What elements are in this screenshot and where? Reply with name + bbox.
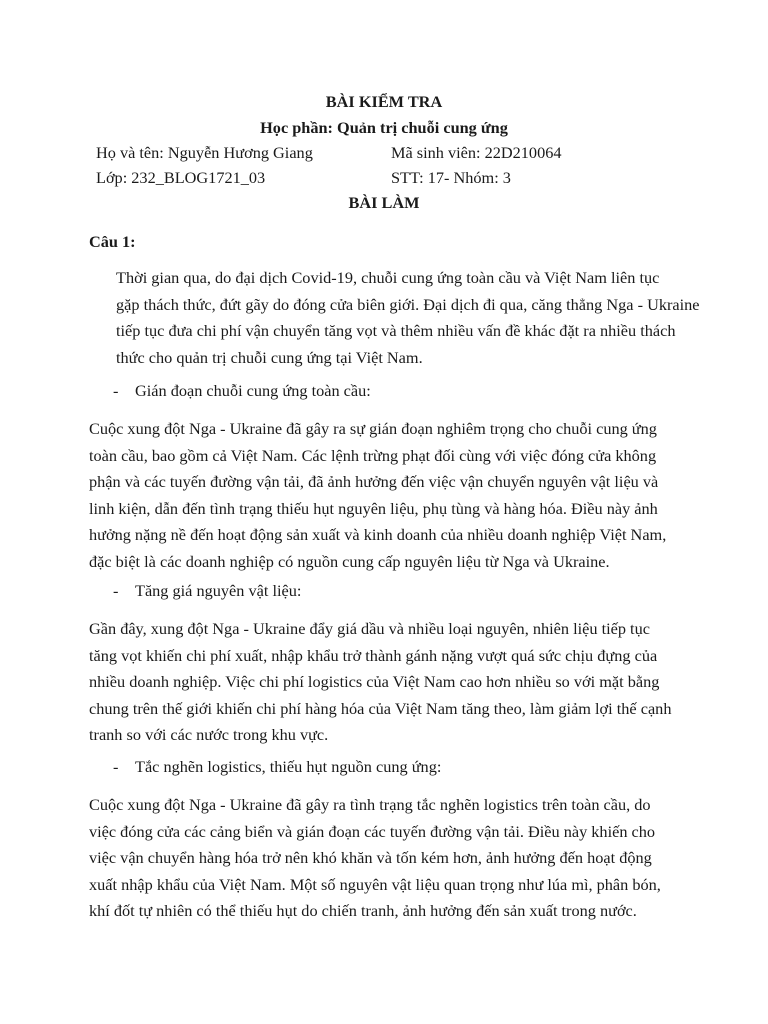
course-title: Học phần: Quản trị chuỗi cung ứng: [260, 118, 508, 137]
intro-line: thức cho quản trị chuỗi cung ứng tại Việt Nam.: [116, 347, 423, 367]
paragraph-line: việc vận chuyển hàng hóa trở nên khó khăn và tốn kém hơn, ảnh hưởng đến hoạt động: [89, 848, 652, 867]
paragraph-line: đặc biệt là các doanh nghiệp có nguồn cung cấp nguyên liệu từ Nga và Ukraine.: [89, 551, 610, 571]
paragraph-line: linh kiện, dẫn đến tình trạng thiếu hụt nguyên liệu, phụ tùng và hàng hóa. Điều này ảnh: [89, 498, 658, 518]
paragraph-line: xuất nhập khẩu của Việt Nam. Một số nguyên vật liệu quan trọng như lúa mì, phân bón,: [89, 874, 661, 894]
intro-line: Thời gian qua, do đại dịch Covid-19, chuỗi cung ứng toàn cầu và Việt Nam liên tục: [116, 268, 660, 287]
paragraph-line: việc đóng cửa các cảng biển và gián đoạn các tuyến đường vận tải. Điều này khiến cho: [89, 821, 656, 841]
section-paragraph-2: [89, 616, 689, 749]
bullet-text: Tăng giá nguyên vật liệu:: [135, 581, 302, 600]
intro-line: gặp thách thức, đứt gãy do đóng cửa biên giới. Đại dịch đi qua, căng thẳng Nga - Ukraine: [116, 294, 700, 314]
question-label: Câu 1:: [89, 232, 136, 251]
paragraph-line: tranh so với các nước trong khu vực.: [89, 725, 329, 744]
bullet-text: Tắc nghẽn logistics, thiếu hụt nguồn cung ứng:: [135, 757, 442, 776]
document-title: BÀI KIỂM TRA: [325, 92, 443, 111]
paragraph-line: khí đốt tự nhiên có thể thiếu hụt do chiến tranh, ảnh hưởng đến sản xuất trong nước.: [89, 901, 637, 920]
paragraph-line: Gần đây, xung đột Nga - Ukraine đẩy giá dầu và nhiều loại nguyên, nhiên liệu tiếp tục: [89, 619, 650, 638]
paragraph-line: hưởng nặng nề đến hoạt động sản xuất và kinh doanh của nhiều doanh nghiệp Việt Nam,: [89, 525, 667, 544]
paragraph-line: tăng vọt khiến chi phí xuất, nhập khẩu trở thành gánh nặng vượt quá sức chịu đựng của: [89, 645, 658, 665]
paragraph-line: toàn cầu, bao gồm cả Việt Nam. Các lệnh trừng phạt đối cùng với việc đóng cửa không: [89, 445, 657, 465]
bullet-dash: -: [113, 581, 119, 600]
paragraph-line: Cuộc xung đột Nga - Ukraine đã gây ra sự gián đoạn nghiêm trọng cho chuỗi cung ứng: [89, 419, 657, 438]
intro-line: tiếp tục đưa chi phí vận chuyển tăng vọt và thêm nhiều vấn đề khác đặt ra nhiều thách: [116, 321, 676, 340]
section-paragraph-3: [89, 792, 689, 925]
paragraph-line: nhiều doanh nghiệp. Việc chi phí logistics của Việt Nam cao hơn nhiều so với mặt bằng: [89, 672, 660, 691]
bullet-dash: -: [113, 757, 119, 776]
paragraph-line: chung trên thế giới khiến chi phí hàng hóa của Việt Nam tăng theo, làm giảm lợi thế cạnh: [89, 698, 672, 718]
section-paragraph-1: [89, 416, 689, 575]
paragraph-line: Cuộc xung đột Nga - Ukraine đã gây ra tình trạng tắc nghẽn logistics trên toàn cầu, do: [89, 795, 651, 814]
student-name: Họ và tên: Nguyễn Hương Giang: [96, 143, 313, 162]
section-title: BÀI LÀM: [348, 193, 420, 212]
student-id: Mã sinh viên: 22D210064: [391, 143, 562, 162]
class-code: Lớp: 232_BLOG1721_03: [96, 168, 266, 187]
bullet-dash: -: [113, 381, 119, 400]
paragraph-line: phận và các tuyến đường vận tải, đã ảnh hưởng đến việc vận chuyển nguyên vật liệu và: [89, 472, 659, 491]
intro-paragraph: [89, 265, 700, 371]
bullet-text: Gián đoạn chuỗi cung ứng toàn cầu:: [135, 381, 371, 400]
stt-group: STT: 17- Nhóm: 3: [391, 168, 511, 187]
